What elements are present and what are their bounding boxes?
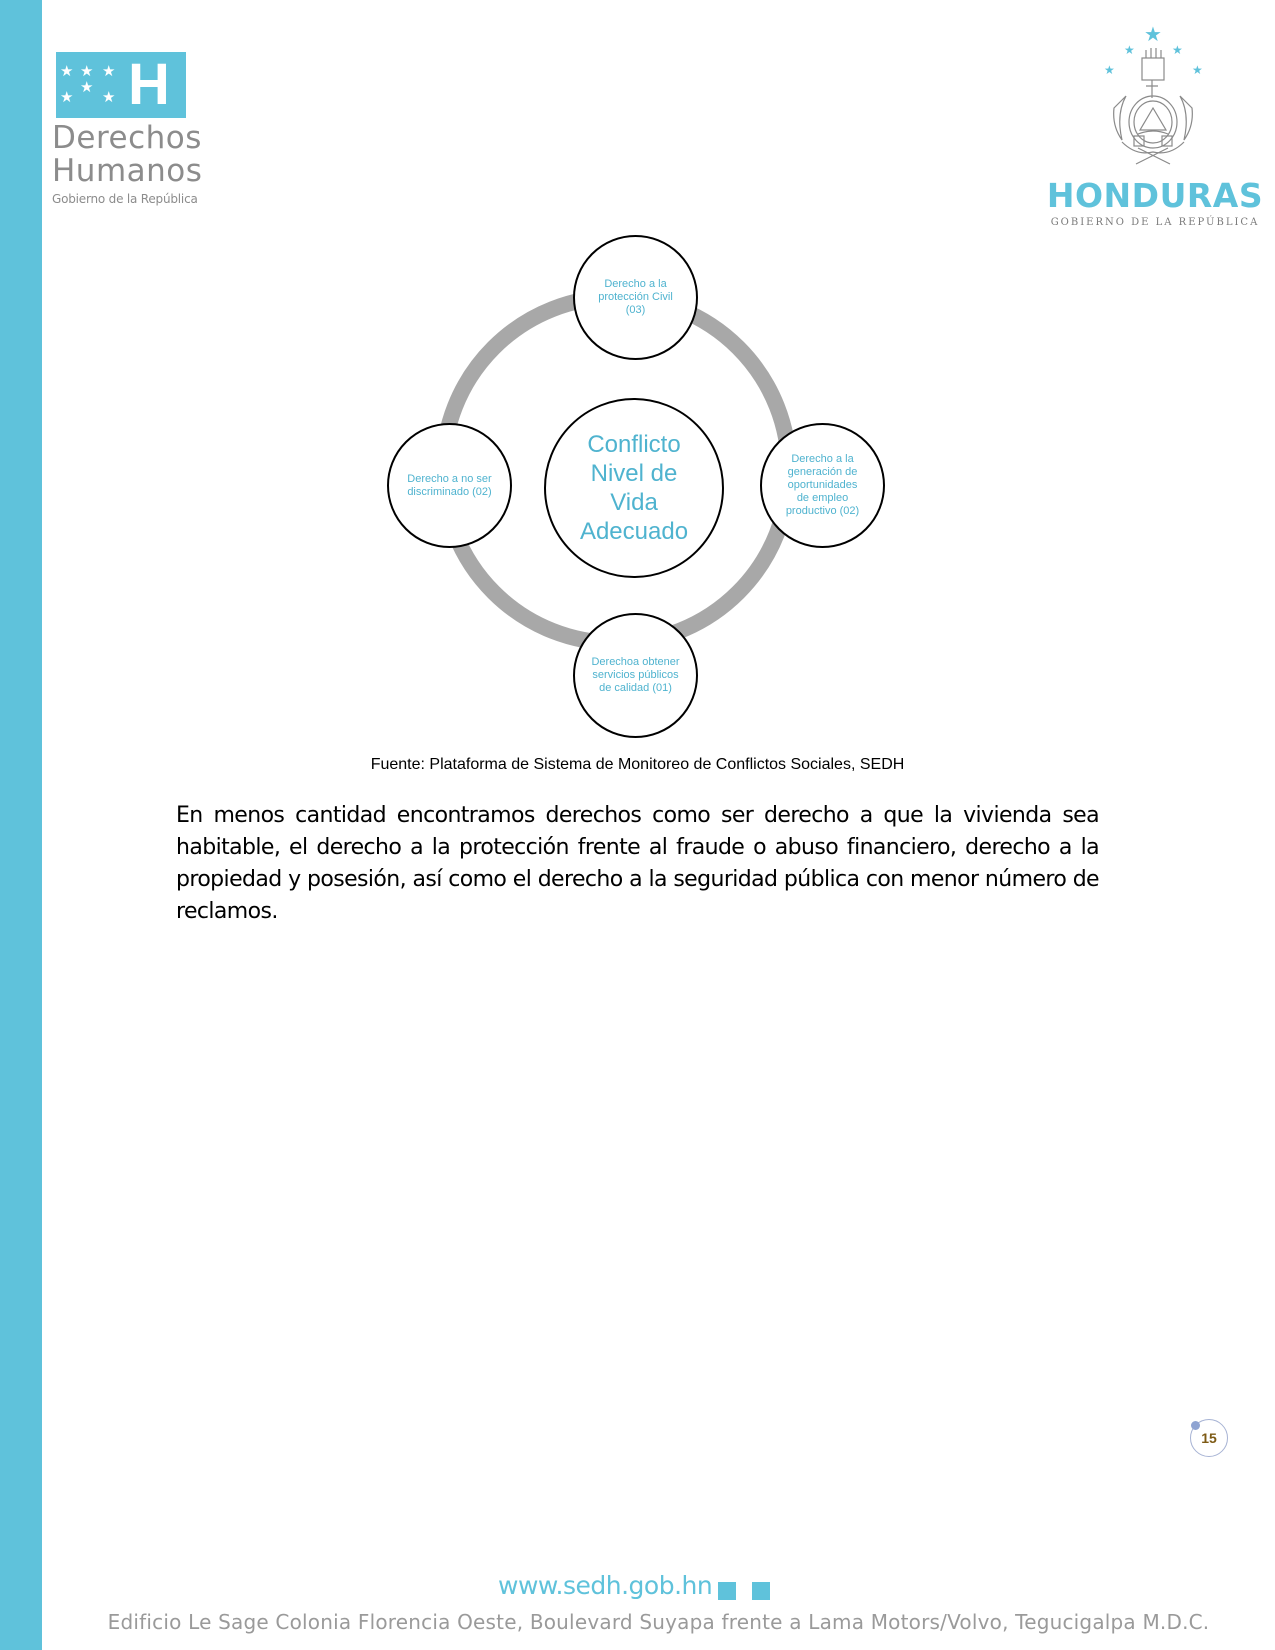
star-icon: ★ — [1124, 43, 1135, 57]
star-icon: ★ — [80, 62, 94, 80]
node-bottom-label: Derechoa obtener servicios públicos de calidad (01) — [591, 656, 680, 694]
center-node-label: Conflicto Nivel de Vida Adecuado — [579, 431, 689, 545]
node-right-label: Derecho a la generación de oportunidades de empleo productivo (02) — [785, 453, 860, 517]
shield-icon — [1096, 24, 1212, 174]
star-icon: ★ — [1192, 63, 1203, 77]
star-icon: ★ — [1144, 22, 1162, 46]
footer-url[interactable]: www.sedh.gob.hn — [498, 1571, 713, 1600]
logo-line-2: Humanos — [52, 153, 203, 189]
coat-of-arms-emblem — [1096, 24, 1212, 174]
star-icon: ★ — [1104, 63, 1115, 77]
h-letter-mark: H — [128, 52, 170, 117]
logo-line-3: Gobierno de la República — [52, 192, 198, 206]
logo-wordmark — [52, 122, 202, 206]
page-number: 15 — [1190, 1419, 1228, 1457]
star-icon: ★ — [60, 88, 74, 106]
diagram-node-top — [573, 235, 698, 360]
page-number-dot — [1191, 1421, 1200, 1430]
honduras-wordmark: HONDURAS — [1046, 176, 1264, 215]
derechos-humanos-logo — [56, 52, 186, 118]
cycle-diagram — [360, 233, 900, 743]
star-icon: ★ — [102, 62, 116, 80]
star-icon: ★ — [102, 88, 116, 106]
node-top-label: Derecho a la protección Civil (03) — [598, 278, 673, 316]
logo-line-1: Derechos — [52, 120, 202, 156]
footer-square-icon — [718, 1582, 736, 1600]
honduras-subtitle: GOBIERNO DE LA REPÚBLICA — [1050, 217, 1260, 228]
body-paragraph: En menos cantidad encontramos derechos como ser derecho a que la vivienda sea habitable, el derecho a la protección frente al fraude o abuso financiero, derecho a la propiedad y posesión, así como el derecho a la seguridad pública con menor número de reclamos. — [176, 803, 1099, 924]
footer-address: Edificio Le Sage Colonia Florencia Oeste, Boulevard Suyapa frente a Lama Motors/Volvo, Tegucigalpa M.D.C. — [107, 1610, 1210, 1634]
diagram-center-node — [544, 398, 724, 578]
star-icon: ★ — [60, 62, 74, 80]
diagram-node-right — [760, 423, 885, 548]
star-icon: ★ — [80, 78, 94, 96]
diagram-node-bottom — [573, 613, 698, 738]
diagram-node-left — [387, 423, 512, 548]
footer-square-icon — [752, 1582, 770, 1600]
node-left-label: Derecho a no ser discriminado (02) — [407, 472, 492, 498]
side-accent-bar — [0, 0, 42, 1650]
star-icon: ★ — [1172, 43, 1183, 57]
figure-caption: Fuente: Plataforma de Sistema de Monitoreo de Conflictos Sociales, SEDH — [370, 756, 905, 773]
